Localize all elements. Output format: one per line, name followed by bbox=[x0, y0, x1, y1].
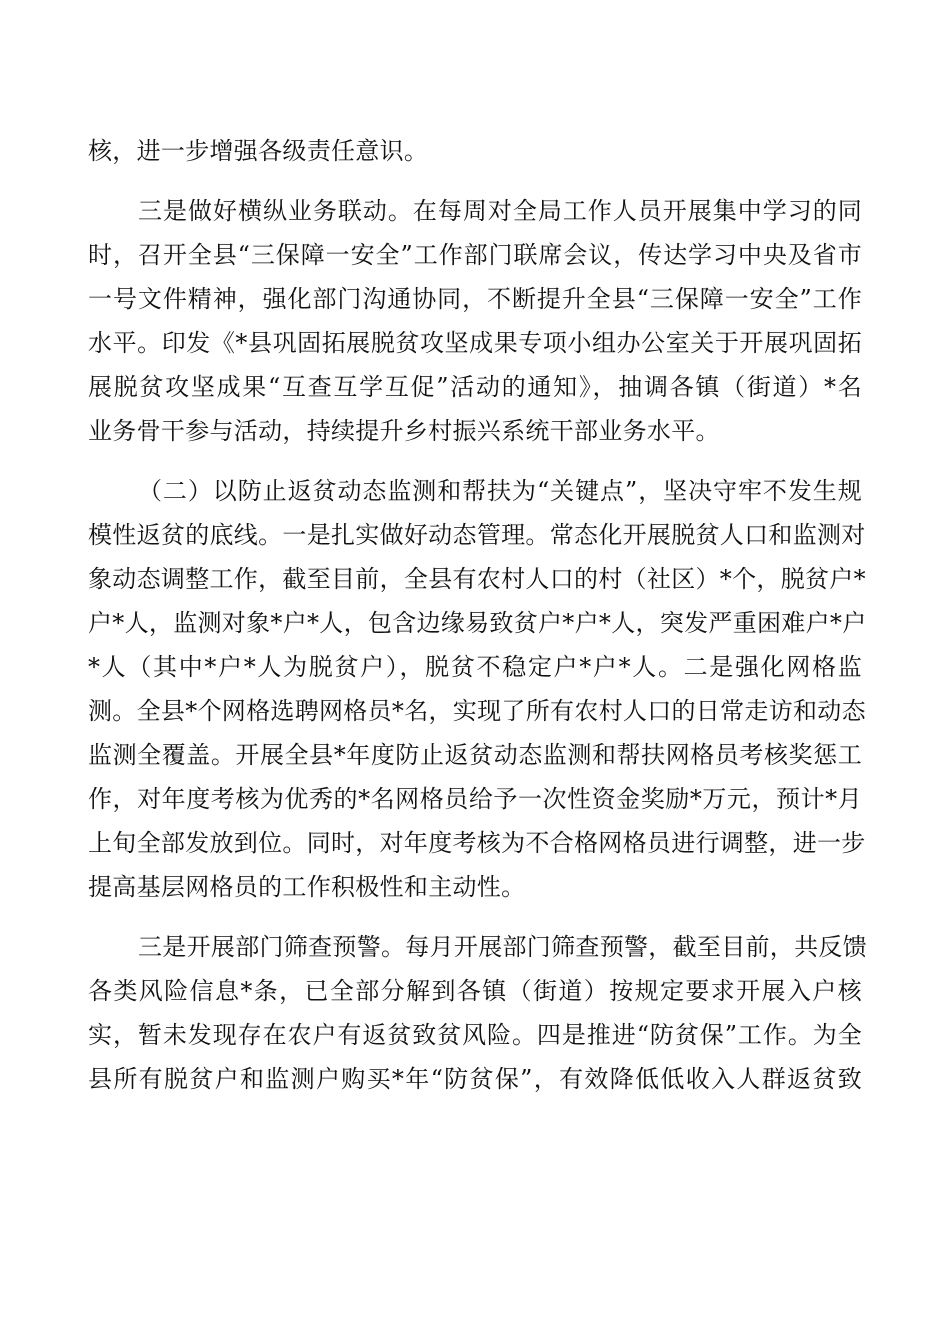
text-line: 实，暂未发现存在农户有返贫致贫风险。四是推进“防贫保”工作。为全 bbox=[88, 1021, 862, 1049]
text-line: 作，对年度考核为优秀的*名网格员给予一次性资金奖励*万元，预计*月 bbox=[88, 785, 862, 813]
paragraph-2 bbox=[88, 189, 862, 453]
text-line: 户*人，监测对象*户*人，包含边缘易致贫户*户*人，突发严重困难户*户 bbox=[88, 609, 867, 637]
text-line: 水平。印发《*县巩固拓展脱贫攻坚成果专项小组办公室关于开展巩固拓 bbox=[88, 329, 862, 357]
text-line: *人（其中*户*人为脱贫户），脱贫不稳定户*户*人。二是强化网格监 bbox=[88, 653, 862, 681]
text-line: 展脱贫攻坚成果“互查互学互促”活动的通知》，抽调各镇（街道）*名 bbox=[88, 373, 862, 401]
text-line: 象动态调整工作，截至目前，全县有农村人口的村（社区）*个，脱贫户* bbox=[88, 565, 866, 593]
text-line: 三是开展部门筛查预警。每月开展部门筛查预警，截至目前，共反馈 bbox=[138, 933, 867, 961]
text-line: 模性返贫的底线。一是扎实做好动态管理。常态化开展脱贫人口和监测对 bbox=[88, 521, 866, 549]
paragraph-4 bbox=[88, 925, 867, 1101]
text-line: 上旬全部发放到位。同时，对年度考核为不合格网格员进行调整，进一步 bbox=[88, 829, 866, 857]
paragraph-3 bbox=[88, 469, 867, 909]
text-line: （二）以防止返贫动态监测和帮扶为“关键点”，坚决守牢不发生规 bbox=[138, 477, 862, 505]
text-line: 核，进一步增强各级责任意识。 bbox=[88, 137, 429, 165]
text-line: 测。全县*个网格选聘网格员*名，实现了所有农村人口的日常走访和动态 bbox=[88, 697, 866, 725]
text-line: 县所有脱贫户和监测户购买*年“防贫保”，有效降低低收入人群返贫致 bbox=[88, 1065, 862, 1093]
text-line: 时，召开全县“三保障一安全”工作部门联席会议，传达学习中央及省市 bbox=[88, 241, 862, 269]
paragraph-1 bbox=[88, 129, 862, 173]
text-line: 各类风险信息*条，已全部分解到各镇（街道）按规定要求开展入户核 bbox=[88, 977, 862, 1005]
document-body bbox=[88, 129, 867, 1101]
text-line: 业务骨干参与活动，持续提升乡村振兴系统干部业务水平。 bbox=[88, 417, 720, 445]
text-line: 提高基层网格员的工作积极性和主动性。 bbox=[88, 873, 526, 901]
text-line: 一号文件精神，强化部门沟通协同，不断提升全县“三保障一安全”工作 bbox=[88, 285, 862, 313]
text-line: 监测全覆盖。开展全县*年度防止返贫动态监测和帮扶网格员考核奖惩工 bbox=[88, 741, 862, 769]
text-line: 三是做好横纵业务联动。在每周对全局工作人员开展集中学习的同 bbox=[138, 197, 862, 225]
